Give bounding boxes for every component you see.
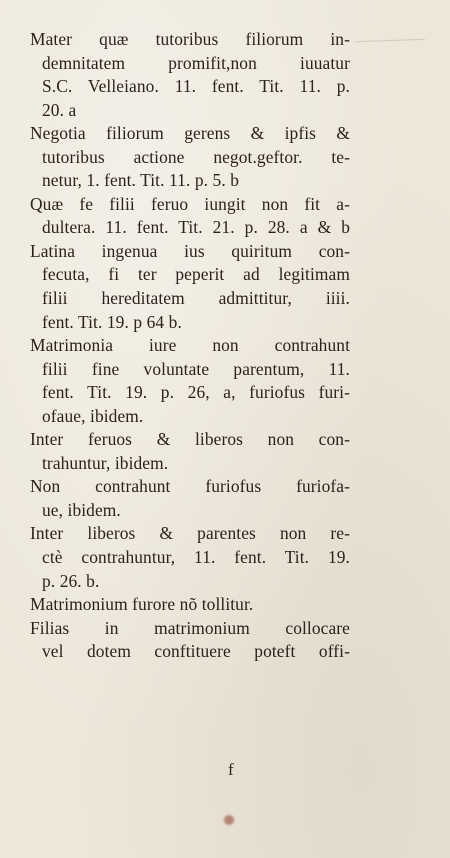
text-line: ue, ibidem.: [42, 499, 121, 520]
text-line: vel dotem conftituere poteft offi-: [42, 641, 350, 662]
margin-mark: [355, 39, 425, 42]
text-line: tutoribus actione negot.geftor. te-: [42, 146, 350, 167]
entry-matrimonium: [30, 593, 350, 617]
text-line: netur, 1. fent. Tit. 11. p. 5. b: [42, 170, 240, 191]
ink-blot: [224, 815, 234, 825]
text-line: Matrimonia iure non contrahunt: [30, 335, 350, 356]
text-line: S.C. Velleiano. 11. fent. Tit. 11. p.: [42, 76, 350, 97]
catchword: f: [228, 760, 234, 779]
entry-non-contrahunt: [30, 475, 350, 522]
text-line: Mater quæ tutoribus filiorum in-: [30, 29, 350, 49]
entry-matrimonia: [30, 334, 350, 428]
text-line: Inter liberos & parentes non re-: [30, 523, 350, 544]
text-line: Matrimonium furore nõ tollitur.: [30, 594, 254, 615]
entry-negotia: [30, 122, 350, 193]
text-line: ctè contrahuntur, 11. fent. Tit. 19.: [42, 547, 350, 568]
text-line: 20. a: [42, 99, 77, 120]
text-line: demnitatem promifit,non iuuatur: [42, 52, 350, 73]
entry-filias: [30, 617, 350, 664]
index-text: [30, 28, 350, 664]
text-line: Filias in matrimonium collocare: [30, 617, 350, 638]
text-line: filii fine voluntate parentum, 11.: [42, 358, 350, 379]
text-line: trahuntur, ibidem.: [42, 452, 169, 473]
entry-mater: [30, 28, 350, 122]
entry-quae: [30, 193, 350, 240]
text-line: filii hereditatem admittitur, iiii.: [42, 288, 350, 309]
entry-inter-seruos: [30, 428, 350, 475]
text-line: ofaue, ibidem.: [42, 405, 144, 426]
text-line: fecuta, fi ter peperit ad legitimam: [42, 264, 350, 285]
text-line: Quæ fe filii feruo iungit non fit a-: [30, 193, 350, 214]
text-line: Inter feruos & liberos non con-: [30, 429, 350, 450]
entry-inter-liberos: [30, 522, 350, 593]
text-line: fent. Tit. 19. p 64 b.: [42, 311, 182, 332]
entry-latina: [30, 240, 350, 334]
text-line: dultera. 11. fent. Tit. 21. p. 28. a & b: [42, 217, 350, 238]
text-line: Non contrahunt furiofus furiofa-: [30, 476, 350, 497]
text-line: p. 26. b.: [42, 570, 100, 591]
text-line: Latina ingenua ius quiritum con-: [30, 240, 350, 261]
text-line: fent. Tit. 19. p. 26, a, furiofus furi-: [42, 382, 350, 403]
text-line: Negotia filiorum gerens & ipfis &: [30, 123, 350, 144]
